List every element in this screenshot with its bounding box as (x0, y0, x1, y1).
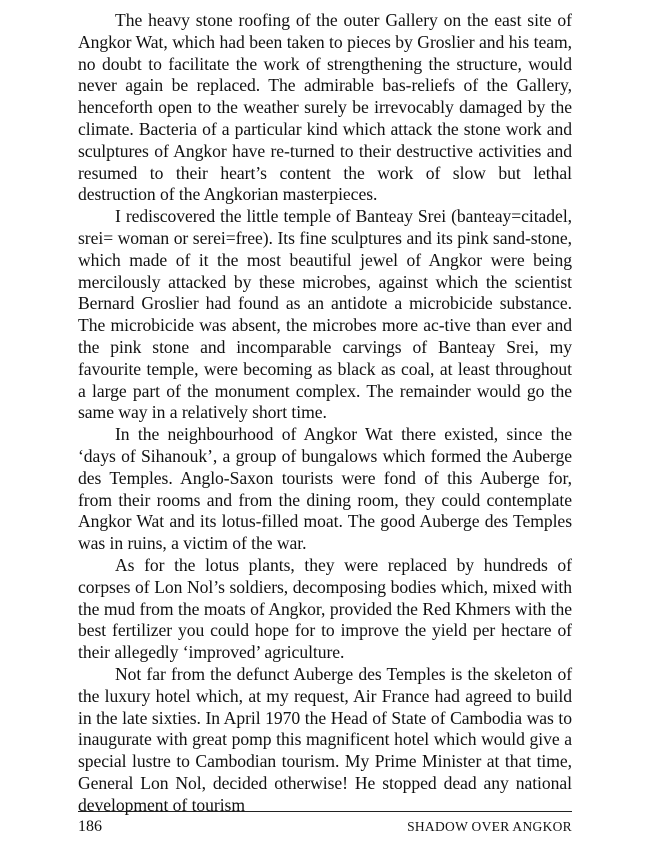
paragraph-auberge-des-temples: In the neighbourhood of Angkor Wat there existed, since the ‘days of Sihanouk’, a group of bungalows which formed the Auberge des Temples. Anglo-Saxon tourists were fond of this Auberge for, from their rooms and from the dining room, they could contemplate Angkor Wat and its lotus-filled moat. The good Auberge des Temples was in ruins, a victim of the war. (78, 424, 572, 554)
paragraph-angkor-wat-gallery: The heavy stone roofing of the outer Gallery on the east site of Angkor Wat, which had been taken to pieces by Groslier and his team, no doubt to facilitate the work of strengthening the structure, would never again be replaced. The admirable bas-reliefs of the Gallery, henceforth open to the weather surely be irrevocably damaged by the climate. Bacteria of a particular kind which attack the stone work and sculptures of Angkor have re-turned to their destructive activities and resumed to their heart’s content the work of slow but lethal destruction of the Angkorian masterpieces. (78, 10, 572, 205)
page-footer (78, 817, 572, 837)
page-number: 186 (78, 818, 102, 835)
paragraph-luxury-hotel: Not far from the defunct Auberge des Temples is the skeleton of the luxury hotel which, at my request, Air France had agreed to build in the late sixties. In April 1970 the Head of State of Cambodia was to inaugurate with great pomp this magnificent hotel which would give a special lustre to Cambodian tourism. My Prime Minister at that time, General Lon Nol, decided otherwise! He stopped dead any national development of tourism (78, 663, 572, 815)
body-text (78, 10, 572, 816)
footer-rule (78, 811, 572, 812)
running-title: SHADOW OVER ANGKOR (407, 819, 572, 834)
paragraph-banteay-srei: I rediscovered the little temple of Banteay Srei (banteay=citadel, srei= woman or serei=free). Its fine sculptures and its pink sand-stone, which made of it the most beautiful jewel of Angkor were being mercilously attacked by these microbes, against which the scientist Bernard Groslier had found as an antidote a microbicide substance. The microbicide was absent, the microbes more ac-tive than ever and the pink stone and incomparable carvings of Banteay Srei, my favourite temple, were becoming as black as coal, at least throughout a large part of the monument complex. The remainder would go the same way in a relatively short time. (78, 206, 572, 423)
paragraph-lotus-plants: As for the lotus plants, they were replaced by hundreds of corpses of Lon Nol’s soldiers, decomposing bodies which, mixed with the mud from the moats of Angkor, provided the Red Khmers with the best fertilizer you could hope for to improve the yield per hectare of their allegedly ‘improved’ agriculture. (78, 554, 572, 663)
